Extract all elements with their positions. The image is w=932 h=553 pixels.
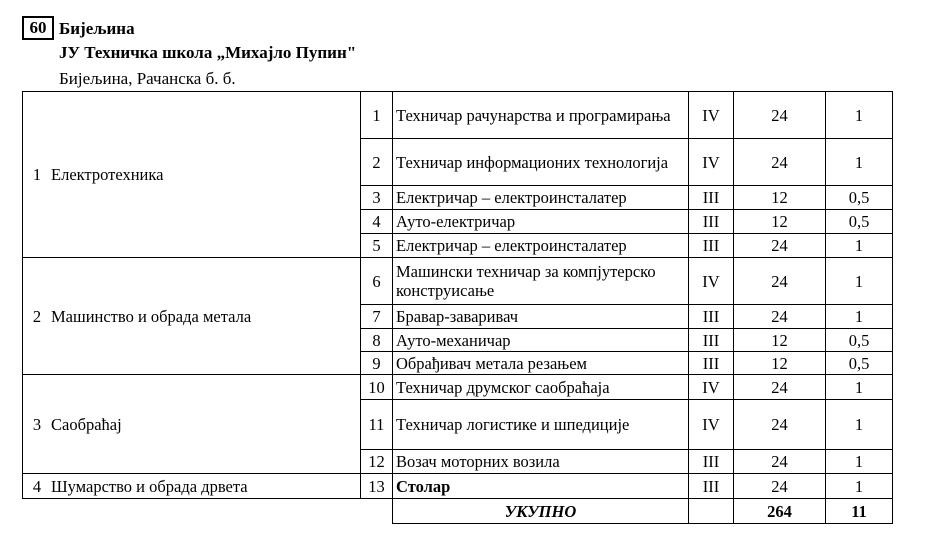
area-cell (23, 474, 361, 499)
profile-classes: 1 (826, 375, 893, 400)
area-cell (23, 258, 361, 375)
profile-classes: 1 (826, 258, 893, 305)
profile-degree: III (689, 329, 734, 352)
profile-classes: 1 (826, 139, 893, 186)
profile-name: Бравар-заваривач (393, 305, 689, 329)
table-row (23, 258, 893, 305)
profile-students: 24 (734, 234, 826, 258)
profile-degree: III (689, 352, 734, 375)
profile-students: 24 (734, 258, 826, 305)
profile-degree: IV (689, 139, 734, 186)
profile-degree: III (689, 450, 734, 474)
area-index: 2 (32, 306, 42, 326)
area-index: 1 (32, 165, 42, 184)
area-index: 4 (32, 476, 42, 496)
school-name: ЈУ Техничка школа „Михајло Пупин" (59, 43, 357, 62)
profile-number: 8 (361, 329, 393, 352)
profile-name: Столар (393, 474, 689, 499)
profile-degree: III (689, 186, 734, 210)
profile-students: 24 (734, 92, 826, 139)
profile-students: 24 (734, 139, 826, 186)
profile-name: Обрађивач метала резањем (393, 352, 689, 375)
profile-students: 12 (734, 186, 826, 210)
area-name: Саобраћај (51, 414, 122, 434)
profile-classes: 1 (826, 92, 893, 139)
table-row (23, 92, 893, 139)
profile-students: 12 (734, 210, 826, 234)
profile-name: Електричар – електроинсталатер (393, 234, 689, 258)
profile-degree: III (689, 210, 734, 234)
profile-number: 1 (361, 92, 393, 139)
profile-classes: 0,5 (826, 210, 893, 234)
profile-students: 24 (734, 305, 826, 329)
area-index: 3 (32, 414, 42, 434)
profiles-table (22, 91, 893, 524)
profile-name: Ауто-механичар (393, 329, 689, 352)
profile-degree: IV (689, 400, 734, 450)
profile-number: 3 (361, 186, 393, 210)
profile-degree: III (689, 234, 734, 258)
entry-number-box: 60 (22, 16, 54, 40)
profile-degree: IV (689, 258, 734, 305)
total-label: УКУПНО (393, 499, 689, 524)
area-name: Електротехника (51, 165, 164, 184)
profile-number: 10 (361, 375, 393, 400)
profile-number: 13 (361, 474, 393, 499)
profile-classes: 0,5 (826, 329, 893, 352)
profile-students: 12 (734, 329, 826, 352)
profile-classes: 1 (826, 400, 893, 450)
profile-classes: 1 (826, 450, 893, 474)
total-students: 264 (734, 499, 826, 524)
profile-name: Ауто-електричар (393, 210, 689, 234)
profile-students: 24 (734, 400, 826, 450)
profile-students: 24 (734, 450, 826, 474)
profile-classes: 1 (826, 305, 893, 329)
profile-number: 11 (361, 400, 393, 450)
profile-classes: 1 (826, 234, 893, 258)
area-name: Машинство и обрада метала (51, 306, 252, 326)
profile-number: 6 (361, 258, 393, 305)
profile-name: Електричар – електроинсталатер (393, 186, 689, 210)
profile-degree: III (689, 305, 734, 329)
profile-name: Техничар друмског саобраћаја (393, 375, 689, 400)
profile-number: 2 (361, 139, 393, 186)
profile-classes: 1 (826, 474, 893, 499)
profile-number: 7 (361, 305, 393, 329)
table-row (23, 375, 893, 400)
profile-name: Машински техничар за компјутерско конструисање (393, 258, 689, 305)
profile-students: 12 (734, 352, 826, 375)
school-address: Бијељина, Рачанска б. б. (59, 69, 236, 88)
profile-name: Возач моторних возила (393, 450, 689, 474)
profile-classes: 0,5 (826, 352, 893, 375)
profile-students: 24 (734, 474, 826, 499)
profile-degree: IV (689, 375, 734, 400)
total-spacer (23, 499, 393, 524)
profile-number: 4 (361, 210, 393, 234)
profile-degree: III (689, 474, 734, 499)
profile-students: 24 (734, 375, 826, 400)
area-cell (23, 92, 361, 258)
table-row (23, 474, 893, 499)
total-classes: 11 (826, 499, 893, 524)
profile-classes: 0,5 (826, 186, 893, 210)
profile-degree: IV (689, 92, 734, 139)
area-cell (23, 375, 361, 474)
total-degree-empty (689, 499, 734, 524)
profile-number: 5 (361, 234, 393, 258)
profile-number: 12 (361, 450, 393, 474)
city-heading: Бијељина (59, 19, 135, 38)
total-row (23, 499, 893, 524)
profile-name: Техничар рачунарства и програмирања (393, 92, 689, 139)
area-name: Шумарство и обрада дрвета (51, 476, 248, 496)
profile-name: Техничар логистике и шпедиције (393, 400, 689, 450)
profile-name: Техничар информационих технологија (393, 139, 689, 186)
profile-number: 9 (361, 352, 393, 375)
